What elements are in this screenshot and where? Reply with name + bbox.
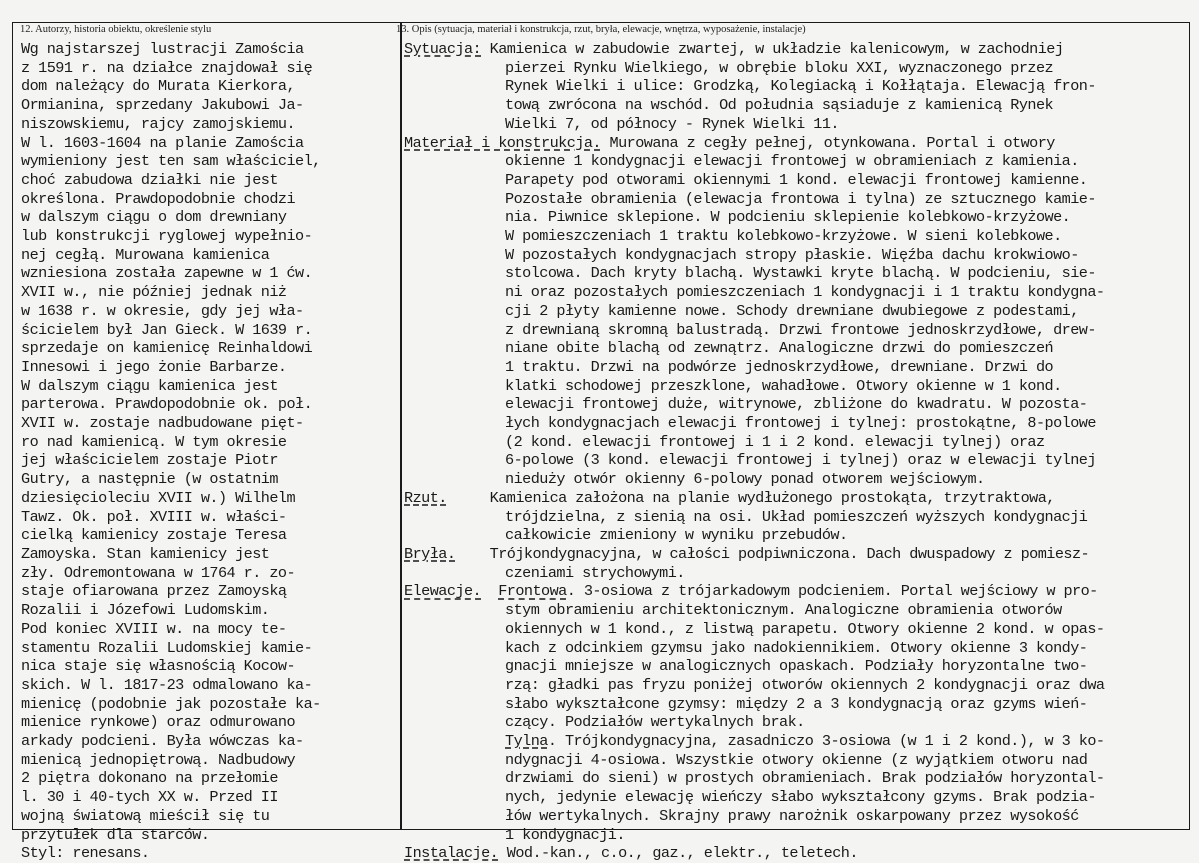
section (404, 134, 1194, 489)
history-line: wojną światową mieścił się tu (21, 806, 270, 825)
section-line: nieduży otwór okienny 6-polowy ponad otworem wejściowym. (505, 470, 985, 489)
history-text (21, 40, 383, 863)
section-text: Wod.-kan., c.o., gaz., elektr., teletech. (498, 844, 858, 863)
history-line: sprzedaje on kamienicę Reinhaldowi (21, 339, 313, 358)
subsection-first-line (404, 732, 1194, 751)
history-line: W l. 1603-1604 na planie Zamościa (21, 133, 304, 152)
section-line: słabo wykształcone gzymsy: między 2 a 3 kondygnacją oraz gzyms wień- (505, 694, 1088, 713)
history-line: mienice rynkowe) oraz odmurowano (21, 713, 296, 732)
section-line: W pomieszczeniach 1 traktu kolebkowo-krzyżowe. W sieni kolebkowe. (505, 227, 1062, 246)
section-line: klatki schodowej przeszklone, wahadłowe. Otwory okienne w 1 kond. (505, 376, 1062, 395)
section-line: cji 2 płyty kamienne nowe. Schody drewniane dwubiegowe z podestami, (505, 301, 1079, 320)
history-line: Zamoyska. Stan kamienicy jest (21, 544, 270, 563)
section-line: 1 traktu. Drzwi na podwórze jednoskrzydłowe, drewniane. Drzwi do (505, 357, 1054, 376)
history-line: Rozalii i Józefowi Ludomskim. (21, 601, 270, 620)
section-text: Kamienica założona na planie wydłużonego prostokąta, trzytraktowa, (446, 488, 1055, 507)
history-line: cielką kamienicy zostaje Teresa (21, 526, 287, 545)
history-line: Styl: renesans. (21, 844, 150, 863)
section-line: Parapety pod otworami okiennymi 1 kond. elewacji frontowej kamienne. (505, 170, 1088, 189)
section-line: okiennych w 1 kond., z listwą parapetu. Otwory okienne 2 kond. w opas- (505, 619, 1105, 638)
section-first-line (404, 545, 1194, 564)
section-line: Wielki 7, od północy - Rynek Wielki 11. (505, 114, 839, 133)
subsection-label: Frontowa (498, 582, 567, 601)
section-first-line (404, 489, 1194, 508)
section-line: drzwiami do sieni) w prostych obramieniach. Brak podziałów horyzontal- (505, 769, 1105, 788)
history-line: staje ofiarowana przez Zamoyską (21, 582, 287, 601)
history-line: skich. W l. 1817-23 odmalowano ka- (21, 675, 313, 694)
section-label: Elewacje. (404, 582, 482, 601)
section-line: (2 kond. elewacji frontowej i 1 i 2 kond. elewacji tylnej) oraz (505, 432, 1045, 451)
section-line: trójdzielna, z sienią na osi. Układ pomieszczeń wyższych kondygnacji (505, 507, 1088, 526)
section-label: Bryła. (404, 544, 456, 563)
history-line: 2 piętra dokonano na przełomie (21, 769, 278, 788)
section-line: nych, jedynie elewację wieńczy słabo wykształcony gzyms. Brak podzia- (505, 788, 1096, 807)
section (404, 40, 1194, 134)
left-column-header: 12. Autorzy, historia obiektu, określenie stylu (20, 24, 212, 35)
history-line: jej właścicielem zostaje Piotr (21, 451, 278, 470)
section-label: Instalacje. (404, 844, 499, 863)
section-line: W pozostałych kondygnacjach stropy płaskie. Więźba dachu krokwiowo- (505, 245, 1079, 264)
history-line: mienicą jednopiętrową. Nadbudowy (21, 750, 296, 769)
section-line: ni oraz pozostałych pomieszczeniach 1 kondygnacji i 1 traktu kondygna- (505, 283, 1105, 302)
section-label: Rzut. (404, 488, 447, 507)
section-line: pierzei Rynku Wielkiego, w obrębie bloku XXI, wyznaczonego przez (505, 58, 1054, 77)
history-line: z 1591 r. na działce znajdował się (21, 58, 313, 77)
history-line: wymieniony jest ten sam właściciel, (21, 152, 321, 171)
history-line: Ormianina, sprzedany Jakubowi Ja- (21, 96, 304, 115)
section-line: kach z odcinkiem gzymsu jako nadokiennikiem. Otwory okienne 3 kondy- (505, 638, 1088, 657)
section-text: . Trójkondygnacyjna, zasadniczo 3-osiowa (w 1 i 2 kond.), w 3 ko- (547, 732, 1105, 751)
history-line: w 1638 r. w okresie, gdy jej wła- (21, 301, 304, 320)
history-line: W dalszym ciągu kamienica jest (21, 376, 278, 395)
section-line: niane obite blachą od zewnątrz. Analogiczne drzwi do pomieszczeń (505, 339, 1054, 358)
section-line: elewacji frontowej duże, witrynowe, zbliżone do kwadratu. W pozosta- (505, 395, 1088, 414)
section-line: tową zwrócona na wschód. Od południa sąsiaduje z kamienicą Rynek (505, 96, 1054, 115)
history-line: Tawz. Ok. poł. XVIII w. właści- (21, 507, 287, 526)
section-text: . 3-osiowa z trójarkadowym podcieniem. Portal wejściowy w pro- (566, 582, 1098, 601)
history-line: Wg najstarszej lustracji Zamościa (21, 40, 304, 58)
history-line: niszowskiemu, rajcy zamojskiemu. (21, 114, 296, 133)
section-first-line (404, 582, 1194, 601)
history-line: dziesięcioleciu XVII w.) Wilhelm (21, 488, 296, 507)
section-line: 1 kondygnacji. (505, 825, 625, 844)
section-line: łów wertykalnych. Skrajny prawy narożnik oskarpowany przez wysokość (505, 806, 1079, 825)
history-line: wzniesiona została zapewne w 1 ćw. (21, 264, 313, 283)
column-divider (400, 23, 402, 829)
right-column-header: 13. Opis (sytuacja, materiał i konstrukcja, rzut, bryła, elewacje, wnętrza, wyposażenie, instalacje) (396, 24, 806, 35)
section-line: czący. Podziałów wertykalnych brak. (505, 713, 805, 732)
section-label: Sytuacja: (404, 40, 482, 58)
history-line: mienicę (podobnie jak pozostałe ka- (21, 694, 321, 713)
section-text: Murowana z cegły pełnej, otynkowana. Portal i otwory (600, 133, 1055, 152)
history-line: lub konstrukcji ryglowej wypełnio- (21, 227, 313, 246)
section-line: ndygnacji 4-osiowa. Wszystkie otwory okienne (z wyjątkiem otworu nad (505, 750, 1088, 769)
section (404, 844, 1194, 863)
section-line: rzą: gładki pas fryzu poniżej otworów okiennych 2 kondygnacji oraz dwa (505, 675, 1105, 694)
history-line: ro nad kamienicą. W tym okresie (21, 432, 287, 451)
history-line: zły. Odremontowana w 1764 r. zo- (21, 563, 296, 582)
history-line: choć zabudowa działki nie jest (21, 170, 278, 189)
section (404, 545, 1194, 582)
history-line: określona. Prawdopodobnie chodzi (21, 189, 296, 208)
section-label: Materiał i konstrukcja. (404, 133, 601, 152)
section-line: nia. Piwnice sklepione. W podcieniu sklepienie kolebkowo-krzyżowe. (505, 208, 1071, 227)
section-first-line (404, 40, 1194, 59)
section-line: czeniami strychowymi. (505, 563, 685, 582)
history-line: Innesowi i jego żonie Barbarze. (21, 357, 287, 376)
section-line: 6-polowe (3 kond. elewacji frontowej i tylnej) oraz w elewacji tylnej (505, 451, 1096, 470)
section-text: Trójkondygnacyjna, w całości podpiwniczona. Dach dwuspadowy z pomiesz- (455, 544, 1090, 563)
section-text: Kamienica w zabudowie zwartej, w układzie kalenicowym, w zachodniej (481, 40, 1064, 58)
history-line: ścicielem był Jan Gieck. W 1639 r. (21, 320, 313, 339)
section-line: z drewnianą skromną balustradą. Drzwi frontowe jednoskrzydłowe, drew- (505, 320, 1096, 339)
section-line: stym obramieniu architektonicznym. Analogiczne obramienia otworów (505, 601, 1062, 620)
subsection-label: Tylna (505, 732, 548, 751)
section-line: okienne 1 kondygnacji elewacji frontowej w obramieniach z kamienia. (505, 152, 1079, 171)
history-line: XVII w. zostaje nadbudowane pięt- (21, 414, 304, 433)
history-line: l. 30 i 40-tych XX w. Przed II (21, 788, 278, 807)
section-line: Pozostałe obramienia (elewacja frontowa i tylna) ze sztucznego kamie- (505, 189, 1096, 208)
history-line: dom należący do Murata Kierkora, (21, 77, 296, 96)
section-line: Rynek Wielki i ulice: Grodzką, Kolegiacką i Kołłątaja. Elewacją fron- (505, 77, 1096, 96)
section-first-line (404, 844, 1194, 863)
history-line: przytułek dla starców. (21, 825, 210, 844)
section (404, 489, 1194, 545)
section-line: łych kondygnacjach elewacji frontowej i tylnej: prostokątne, 8-polowe (505, 414, 1096, 433)
section-first-line (404, 134, 1194, 153)
history-line: stamentu Rozalii Ludomskiej kamie- (21, 638, 313, 657)
section-line: całkowicie zmieniony w wyniku przebudów. (505, 526, 848, 545)
section-line: gnacji mniejsze w analogicznych opaskach. Podziały horyzontalne two- (505, 657, 1088, 676)
history-line: parterowa. Prawdopodobnie ok. poł. (21, 395, 313, 414)
section-line: stolcowa. Dach kryty blachą. Wystawki kryte blachą. W podcieniu, sie- (505, 264, 1096, 283)
history-line: Pod koniec XVIII w. na mocy te- (21, 619, 287, 638)
history-line: XVII w., nie później jednak niż (21, 283, 287, 302)
history-line: Gutry, a następnie (w ostatnim (21, 470, 278, 489)
history-line: nej cegłą. Murowana kamienica (21, 245, 270, 264)
history-line: w dalszym ciągu o dom drewniany (21, 208, 287, 227)
history-line: arkady podcieni. Była wówczas ka- (21, 732, 304, 751)
history-line: nica staje się własnością Kocow- (21, 657, 296, 676)
section (404, 582, 1194, 844)
description-text (404, 40, 1194, 863)
